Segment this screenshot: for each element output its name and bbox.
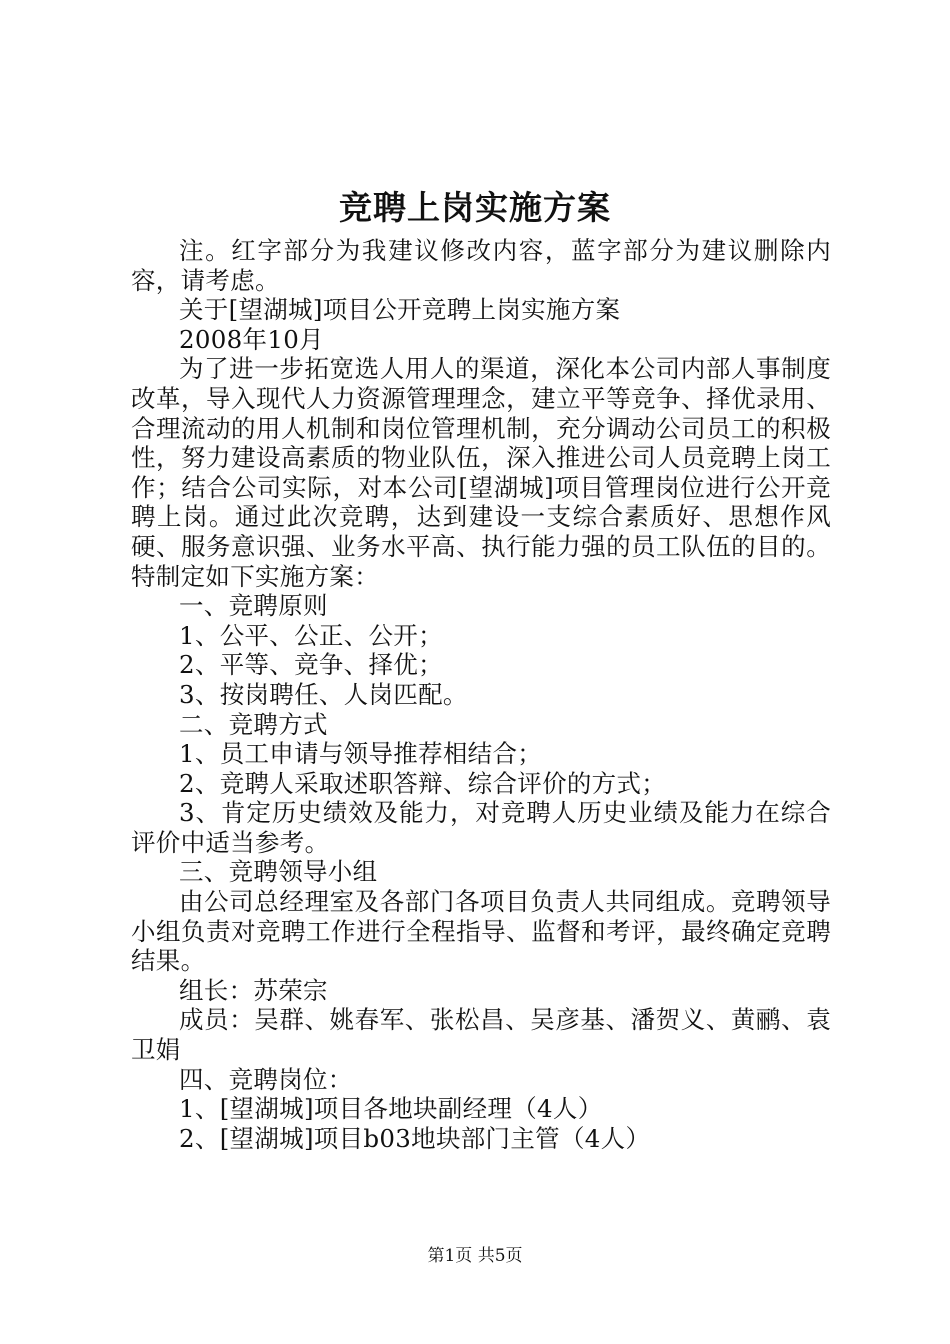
section-heading-principles: 一、竞聘原则 [179, 591, 328, 621]
section-heading-positions: 四、竞聘岗位： [179, 1064, 353, 1094]
list-item: 2、竞聘人采取述职答辩、综合评价的方式； [179, 768, 667, 798]
document-title: 竞聘上岗实施方案 [339, 188, 611, 227]
list-item: 1、[望湖城]项目各地块副经理（4人） [179, 1094, 603, 1124]
intro-paragraph: 为了进一步拓宽选人用人的渠道，深化本公司内部人事制度改革，导入现代人力资源管理理念，建立平等竞争、择优录用、合理流动的用人机制和岗位管理机制，充分调动公司员工的积极性，努力建设高素质的物业队伍，深入推进公司人员竞聘上岗工作；结合公司实际，对本公司[望湖城]项目管理岗位进行公开竞聘上岗。通过此次竞聘，达到建设一支综合素质好、思想作风硬、服务意识强、业务水平高、执行能力强的员工队伍的目的。特制定如下实施方案： [131, 354, 831, 591]
note-paragraph: 注。红字部分为我建议修改内容，蓝字部分为建议删除内容，请考虑。 [131, 236, 831, 295]
page-number-footer: 第1页 共5页 [427, 1246, 523, 1266]
list-item: 1、员工申请与领导推荐相结合； [179, 739, 543, 769]
date-paragraph: 2008年10月 [179, 324, 324, 354]
leadership-paragraph: 由公司总经理室及各部门各项目负责人共同组成。竞聘领导小组负责对竞聘工作进行全程指导、监督和考评，最终确定竞聘结果。 [131, 887, 831, 976]
list-item: 3、按岗聘任、人岗匹配。 [179, 679, 468, 709]
list-item: 2、[望湖城]项目b03地块部门主管（4人） [179, 1123, 651, 1153]
section-heading-leadership: 三、竞聘领导小组 [179, 857, 378, 887]
section-heading-method: 二、竞聘方式 [179, 709, 328, 739]
group-members-line: 成员：吴群、姚春军、张松昌、吴彦基、潘贺义、黄鹂、袁卫娟 [131, 1005, 831, 1065]
document-body [131, 236, 831, 1153]
group-leader-line: 组长：苏荣宗 [179, 975, 328, 1005]
list-item: 3、肯定历史绩效及能力，对竞聘人历史业绩及能力在综合评价中适当参考。 [131, 798, 831, 857]
list-item: 2、平等、竞争、择优； [179, 650, 443, 680]
list-item: 1、公平、公正、公开； [179, 620, 443, 650]
subtitle-paragraph: 关于[望湖城]项目公开竞聘上岗实施方案 [179, 295, 621, 325]
